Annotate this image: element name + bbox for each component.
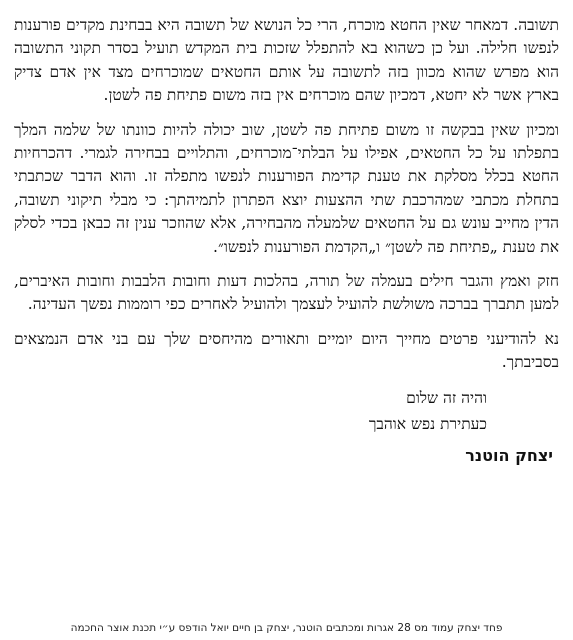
signature: יצחק הוטנר xyxy=(465,445,553,465)
closing-line-1: והיה זה שלום xyxy=(406,388,487,407)
paragraph-blessing: חזק ואמץ והגבר חילים בעמלה של תורה, בהלכות דעות וחובות הלבבות וחובות האיברים, למען תתברך בברכה משולשת להועיל לעצמך ולהועיל לאחרים כפי רוממות נפשך העדינה. xyxy=(14,272,559,314)
letter-body xyxy=(14,14,559,375)
page-footer: פחד יצחק עמוד מס 28 אגרות ומכתבים הוטנר, יצחק בן חיים יואל הודפס ע״י תכנת אוצר החכמה xyxy=(70,622,503,634)
paragraph-teshuva: תשובה. דמאחר שאין החטא מוכרח, הרי כל הנושא של תשובה היא בבחינת מקדים פורענות לנפשו חלילה. ועל כן כשהוא בא להתפלל שזכות בית המקדש תועיל בסדר תקוני התשובה הוא מפרש שהוא מכוון בזה לתשובה על אותם החטאים שמוכרחים מצד אין אדם צדיק בארץ אשר לא יחטא, דמכיון שהם מוכרחים אין בזה משום פתיחת פה לשטן. xyxy=(14,16,559,105)
closing-line-2: כעתירת נפש אוהבך xyxy=(368,414,487,433)
paragraph-request: נא להודיעני פרטים מחייך היום יומיים ותאורים מהיחסים שלך עם בני אדם הנמצאים בסביבתך. xyxy=(14,329,559,372)
letter-page xyxy=(14,14,559,465)
paragraph-shlomo-prayer: ומכיון שאין בבקשה זו משום פתיחת פה לשטן, שוב יכולה להיות כוונתו של שלמה המלך בתפלתו על כל החטאים, אפילו על הבלתי־מוכרחים, והתלויים בבחירה לגמרי. דהכרחיות החטא בכלל מסלקת את טענת קדימת הפורענות לנפשו מתפלה זו. והוא הדבר שכתבתי בתחלת מכתבי שמהרכבת שתי ההצעות יוצא הפתרון לתמיהתך: כי מבלי תיקוני תשובה, הדין מחייב עונש גם על החטאים שלמעלה מהבחירה, אלא שהוזכר ענין זה כבאן בכדי לסלק את טענת „פתיחת פה לשטן״ ו„הקדמת הפורענות לנפשו״. xyxy=(14,120,560,256)
closing-lines xyxy=(14,386,487,436)
